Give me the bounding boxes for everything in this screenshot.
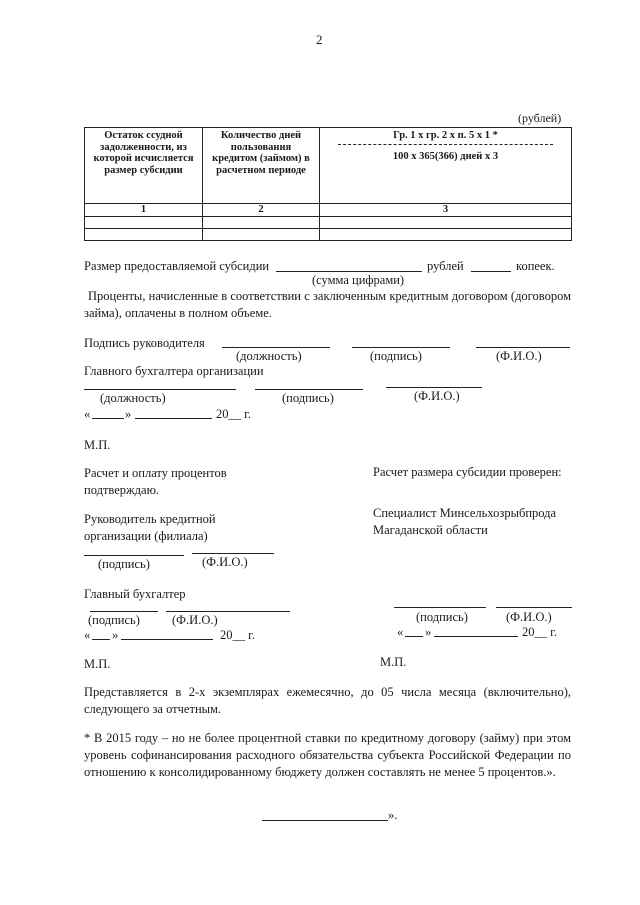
org-accountant-fio-caption: (Ф.И.О.) [414, 389, 460, 403]
head-position-field[interactable] [222, 347, 330, 348]
head-signature-label: Подпись руководителя [84, 336, 205, 350]
ministry-specialist-label: Специалист Минсельхозрыбпрода Магаданской области [373, 506, 557, 537]
head-fio-caption: (Ф.И.О.) [496, 349, 542, 363]
bank-confirm-statement: Расчет и оплату процентов подтверждаю. [84, 466, 227, 497]
currency-unit: (рублей) [518, 111, 562, 125]
head-fio-field[interactable] [476, 347, 570, 348]
ministry-date-year: 20__ г. [522, 625, 557, 639]
footnote: * В 2015 году – но не более процентной ставки по кредитному договору (займу) при этом уровень софинансирования расходного обязательства субъекта Российской Федерации по отношению к консолидированному бюджету должен составлять не менее 5 процентов.». [84, 731, 571, 779]
ministry-fio-caption: (Ф.И.О.) [506, 610, 552, 624]
subsidy-amount-field[interactable] [276, 271, 422, 272]
col-number-2: 2 [203, 204, 320, 217]
page-number: 2 [316, 32, 323, 47]
submission-note: Представляется в 2-х экземплярах ежемесячно, до 05 числа месяца (включительно), следующего за отчетным. [84, 685, 571, 716]
bank-date-year: 20__ г. [220, 628, 255, 642]
closing-line [262, 820, 388, 821]
org-accountant-position-field[interactable] [84, 389, 236, 390]
col2-header-text: Количество дней пользования кредитом (займом) в расчетном периоде [212, 130, 310, 176]
bank-accountant-fio-caption: (Ф.И.О.) [172, 613, 218, 627]
subsidy-amount-label: Размер предоставляемой субсидии [84, 259, 270, 273]
col1-header-text: Остаток ссудной задолженности, из которой исчисляется размер субсидии [93, 130, 194, 176]
org-accountant-signature-field[interactable] [255, 389, 363, 390]
bank-date-month-field[interactable] [121, 639, 213, 640]
org-stamp-place: М.П. [84, 438, 111, 452]
col1-header [85, 128, 203, 204]
ministry-fio-field[interactable] [496, 607, 572, 608]
ministry-signature-caption: (подпись) [416, 610, 468, 624]
org-date-open-quote: « [84, 407, 91, 421]
subsidy-calculation-table [84, 127, 572, 241]
bank-stamp-place: М.П. [84, 657, 111, 671]
formula-numerator: Гр. 1 х гр. 2 х п. 5 х 1 * [338, 128, 553, 145]
bank-head-fio-field[interactable] [192, 553, 274, 554]
col3-header [320, 128, 572, 204]
bank-accountant-fio-field[interactable] [166, 611, 290, 612]
org-date-close-quote: » [125, 407, 132, 421]
ministry-date-month-field[interactable] [434, 636, 518, 637]
head-signature-field[interactable] [352, 347, 450, 348]
ministry-date-open-quote: « [397, 625, 404, 639]
bank-date-close-quote: » [112, 628, 119, 642]
org-date-day-field[interactable] [92, 418, 124, 419]
ministry-signature-field[interactable] [394, 607, 486, 608]
bank-head-signature-field[interactable] [84, 555, 184, 556]
closing-mark: ». [388, 808, 398, 822]
col-number-1: 1 [85, 204, 203, 217]
org-accountant-fio-field[interactable] [386, 387, 482, 388]
ministry-date-day-field[interactable] [405, 636, 423, 637]
interest-paid-statement: Проценты, начисленные в соответствии с заключенным кредитным договором (договором займа), оплачены в полном объеме. [84, 289, 571, 320]
bank-head-label: Руководитель кредитной организации (филиала) [84, 512, 216, 543]
ministry-checked-label: Расчет размера субсидии проверен: [373, 465, 562, 479]
table-row [85, 216, 572, 228]
bank-accountant-signature-caption: (подпись) [88, 613, 140, 627]
ministry-date-close-quote: » [425, 625, 432, 639]
table-row [85, 228, 572, 240]
col2-header [203, 128, 320, 204]
org-date-month-field[interactable] [135, 418, 212, 419]
formula-denominator: 100 х 365(366) дней х 3 [392, 150, 499, 162]
bank-head-signature-caption: (подпись) [98, 557, 150, 571]
head-position-caption: (должность) [236, 349, 302, 363]
head-signature-caption: (подпись) [370, 349, 422, 363]
bank-head-fio-caption: (Ф.И.О.) [202, 555, 248, 569]
org-accountant-label: Главного бухгалтера организации [84, 364, 264, 378]
org-accountant-signature-caption: (подпись) [282, 391, 334, 405]
bank-date-day-field[interactable] [92, 639, 110, 640]
bank-accountant-label: Главный бухгалтер [84, 587, 186, 601]
org-date-year: 20__ г. [216, 407, 251, 421]
bank-date-open-quote: « [84, 628, 91, 642]
org-accountant-position-caption: (должность) [100, 391, 166, 405]
bank-accountant-signature-field[interactable] [90, 611, 158, 612]
ministry-stamp-place: М.П. [380, 655, 407, 669]
kopecks-field[interactable] [471, 271, 511, 272]
rubles-label: рублей [427, 259, 464, 273]
sum-caption: (сумма цифрами) [312, 273, 405, 287]
col-number-3: 3 [320, 204, 572, 217]
kopecks-label: копеек. [516, 259, 555, 273]
